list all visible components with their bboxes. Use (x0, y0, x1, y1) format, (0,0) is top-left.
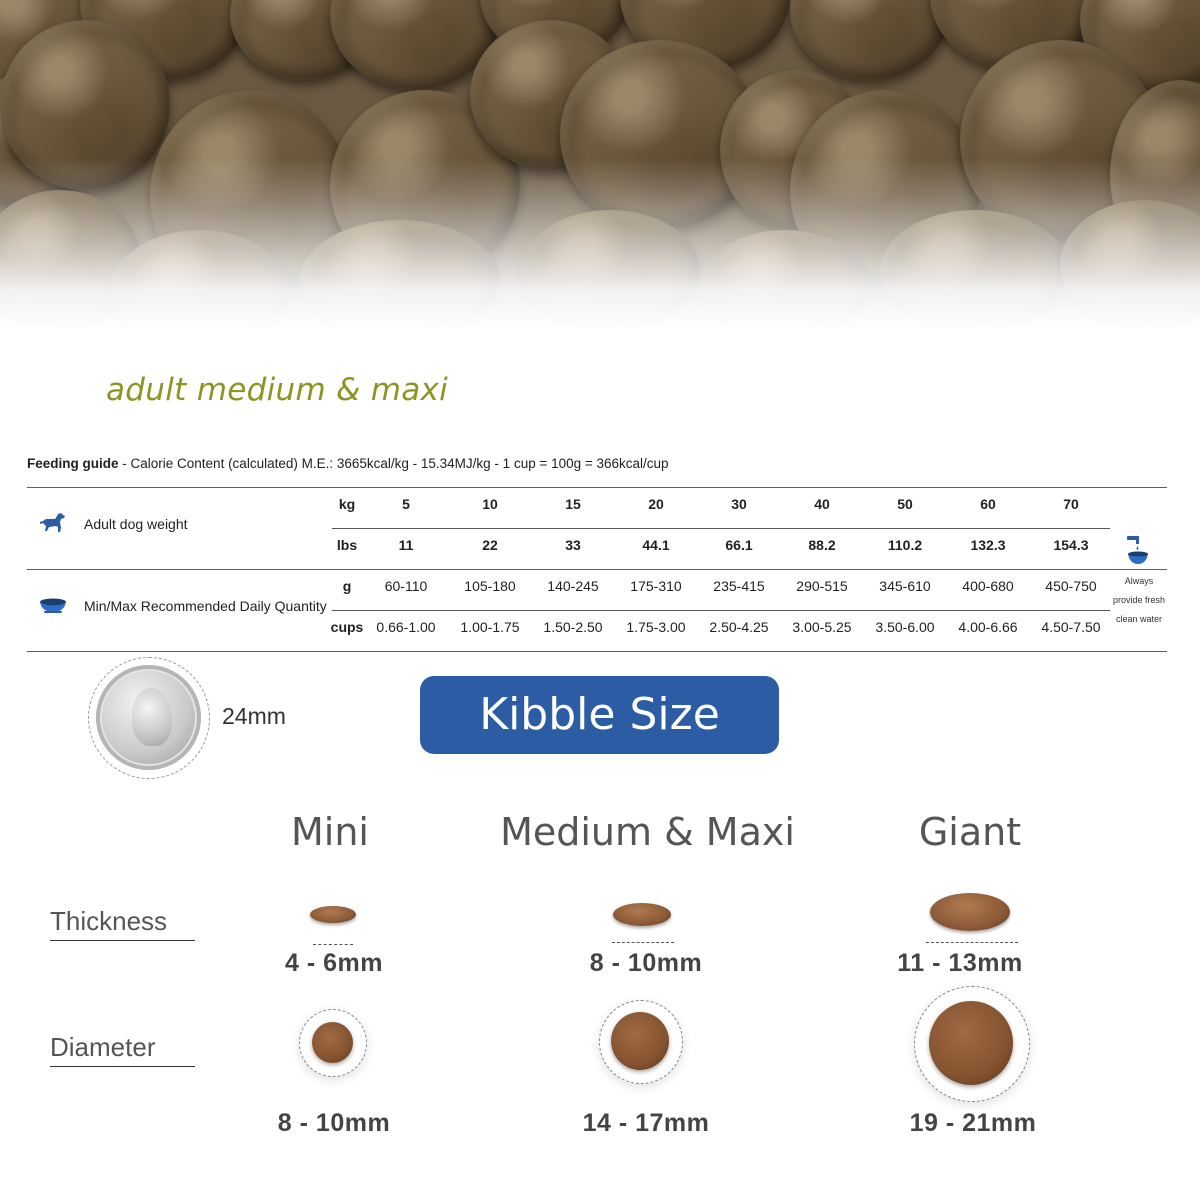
table-cell-kg-7: 60 (980, 496, 996, 512)
water-note (1112, 572, 1166, 629)
table-cell-g-6: 345-610 (879, 578, 931, 594)
table-bottom-rule (27, 651, 1167, 652)
size-heading-medium-maxi: Medium & Maxi (500, 810, 795, 854)
table-cell-lbs-5: 88.2 (808, 537, 836, 553)
table-cell-kg-5: 40 (814, 496, 830, 512)
daily-quantity-label: Min/Max Recommended Daily Quantity (84, 598, 327, 614)
size-heading-mini: Mini (291, 810, 369, 854)
table-cell-cups-0: 0.66-1.00 (376, 619, 436, 635)
unit-cups: cups (330, 619, 364, 635)
table-cell-lbs-8: 154.3 (1053, 537, 1089, 553)
table-cell-cups-4: 2.50-4.25 (709, 619, 769, 635)
diameter-label: Diameter (50, 1032, 156, 1062)
table-cell-g-4: 235-415 (713, 578, 765, 594)
table-inner-rule-weight (332, 528, 1110, 529)
table-top-rule (27, 487, 1167, 488)
unit-g: g (342, 578, 352, 594)
table-cell-kg-6: 50 (897, 496, 913, 512)
table-cell-kg-0: 5 (402, 496, 410, 512)
table-cell-g-5: 290-515 (796, 578, 848, 594)
medium-maxi-diameter-kibble (611, 1012, 669, 1070)
table-cell-lbs-6: 110.2 (887, 537, 923, 553)
unit-lbs: lbs (336, 537, 358, 553)
medium-maxi-thickness-value: 8 - 10mm (589, 949, 703, 977)
feeding-guide-details: - Calorie Content (calculated) M.E.: 3665kcal/kg - 15.34MJ/kg - 1 cup = 100g = 366kcal/cup (118, 456, 669, 471)
unit-kg: kg (338, 496, 356, 512)
water-note-line-3: clean water (1115, 614, 1163, 624)
coin-size-label: 24mm (222, 703, 286, 729)
table-middle-rule (27, 569, 1167, 570)
water-note-line-1: Always (1124, 576, 1154, 586)
table-cell-cups-8: 4.50-7.50 (1041, 619, 1101, 635)
table-cell-lbs-2: 33 (565, 537, 581, 553)
giant-diameter-kibble (929, 1001, 1013, 1085)
diameter-underline (50, 1066, 195, 1067)
table-cell-cups-1: 1.00-1.75 (460, 619, 520, 635)
table-cell-kg-1: 10 (482, 496, 498, 512)
table-cell-kg-3: 20 (648, 496, 664, 512)
table-cell-g-1: 105-180 (464, 578, 516, 594)
mini-thickness-value: 4 - 6mm (285, 949, 383, 977)
table-cell-g-8: 450-750 (1045, 578, 1097, 594)
table-cell-lbs-7: 132.3 (970, 537, 1006, 553)
water-note-line-2: provide fresh (1112, 595, 1166, 605)
table-inner-rule-quantity (332, 610, 1110, 611)
adult-dog-weight-label: Adult dog weight (84, 516, 188, 532)
mini-diameter-kibble (312, 1022, 353, 1063)
table-cell-kg-8: 70 (1063, 496, 1079, 512)
table-cell-cups-7: 4.00-6.66 (958, 619, 1018, 635)
mini-diameter-value: 8 - 10mm (277, 1109, 391, 1137)
table-cell-cups-5: 3.00-5.25 (792, 619, 852, 635)
table-cell-cups-3: 1.75-3.00 (626, 619, 686, 635)
hero-fade-overlay (0, 0, 1200, 330)
coin-portrait (132, 688, 172, 746)
medium-maxi-thickness-guide (612, 942, 674, 943)
giant-diameter-value: 19 - 21mm (909, 1109, 1037, 1137)
table-cell-lbs-3: 44.1 (642, 537, 670, 553)
medium-maxi-thickness-kibble (613, 903, 671, 926)
table-cell-lbs-1: 22 (482, 537, 498, 553)
table-cell-cups-6: 3.50-6.00 (875, 619, 935, 635)
table-cell-g-7: 400-680 (962, 578, 1014, 594)
product-title: adult medium & maxi (106, 372, 449, 408)
table-cell-cups-2: 1.50-2.50 (543, 619, 603, 635)
giant-thickness-kibble (930, 893, 1010, 931)
size-heading-giant: Giant (918, 810, 1022, 854)
medium-maxi-diameter-value: 14 - 17mm (582, 1109, 710, 1137)
table-cell-kg-2: 15 (565, 496, 581, 512)
table-cell-kg-4: 30 (731, 496, 747, 512)
feeding-guide-heading: Feeding guide (27, 456, 119, 471)
table-cell-g-0: 60-110 (384, 578, 428, 594)
kibble-size-banner: Kibble Size (420, 676, 779, 754)
water-tap-bowl-icon (1124, 534, 1152, 566)
table-cell-g-2: 140-245 (547, 578, 599, 594)
thickness-underline (50, 940, 195, 941)
table-cell-lbs-0: 11 (398, 537, 414, 553)
thickness-label: Thickness (50, 906, 168, 936)
mini-thickness-guide (313, 944, 353, 945)
giant-thickness-guide (926, 942, 1018, 943)
food-bowl-icon (38, 597, 68, 615)
giant-thickness-value: 11 - 13mm (897, 949, 1023, 977)
table-cell-g-3: 175-310 (630, 578, 682, 594)
mini-thickness-kibble (310, 906, 356, 923)
table-cell-lbs-4: 66.1 (725, 537, 753, 553)
dog-icon (38, 512, 66, 534)
feeding-guide-caption (27, 456, 669, 471)
